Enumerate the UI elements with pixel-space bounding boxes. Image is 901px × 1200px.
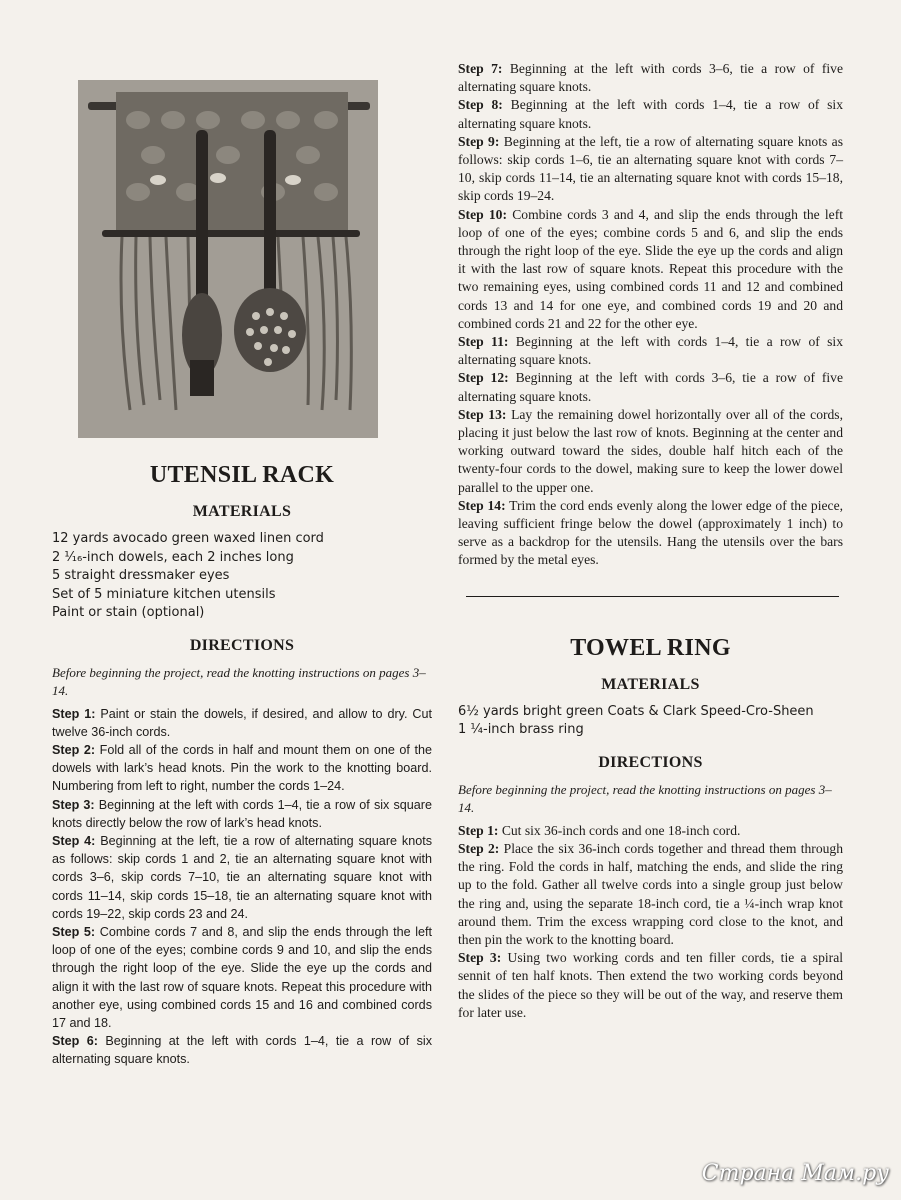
step-paragraph <box>458 840 843 949</box>
step-text: Using two working cords and ten filler cords, tie a spiral sennit of ten half knots. Then extend the two working cords beyond the slides of the piece so they will be out of the way, and reserve them for later use. <box>458 950 844 1020</box>
material-item: Set of 5 miniature kitchen utensils <box>52 586 276 602</box>
step-paragraph <box>458 133 843 206</box>
step-text: Fold all of the cords in half and mount them on one of the dowels with lark’s head knots. Pin the work to the knotting board. Numbering from left to right, number the cords 1–24. <box>52 742 432 794</box>
material-item: 2 ¹⁄₁₆-inch dowels, each 2 inches long <box>52 549 294 565</box>
material-item: 12 yards avocado green waxed linen cord <box>52 531 324 546</box>
material-item: 6½ yards bright green Coats & Clark Speed-Cro-Sheen <box>458 703 814 719</box>
towel-ring-intro: Before beginning the project, read the knotting instructions on pages 3–14. <box>458 781 832 815</box>
step-label: Step 6: <box>52 1034 98 1049</box>
utensil-rack-materials-list <box>52 530 432 623</box>
step-text: Beginning at the left, tie a row of alternating square knots as follows: skip cords 1 and 2, tie an alternating square knot with cords 3–6, skip cords 7–10, tie an alternating square knot with cords 11–14, skip cords 15–18, tie an alternating square knot with cords 19–22, skip cords 23 and 24. <box>52 833 432 921</box>
step-text: Combine cords 3 and 4, and slip the ends through the left loop of one of the eyes; combine cords 5 and 6, and slip the ends through the right loop of the eye. Slide the eye up the cords and align it with the last row of square knots. Repeat this procedure with the two remaining eyes, using combined cords 11 and 12 and combined cords 13 and 14 for one eye, and combined cords 19 and 20 and combined cords 21 and 22 for the other eye. <box>458 206 844 331</box>
utensil-rack-intro: Before beginning the project, read the knotting instructions on pages 3–14. <box>52 664 426 698</box>
step-label: Step 1: <box>52 706 96 721</box>
utensil-rack-directions-heading: DIRECTIONS <box>189 636 295 654</box>
step-text: Beginning at the left with cords 3–6, tie a row of five alternating square knots. <box>458 61 843 95</box>
step-paragraph <box>458 96 843 132</box>
step-label: Step 10: <box>458 206 507 222</box>
material-item: Paint or stain (optional) <box>52 605 205 620</box>
site-watermark: Страна Мам.ру <box>701 1161 889 1186</box>
step-text: Cut six 36-inch cords and one 18-inch cord. <box>501 822 741 838</box>
step-label: Step 13: <box>458 406 507 422</box>
step-label: Step 1: <box>458 822 499 838</box>
step-text: Beginning at the left, tie a row of alternating square knots as follows: skip cords 1–6, tie an alternating square knot with cords 7–10, skip cords 11–14, tie an alternating square knot with cords 15–18, skip cords 19–24. <box>458 133 844 204</box>
left-column <box>52 80 432 1069</box>
step-paragraph <box>458 333 843 369</box>
towel-ring-title: TOWEL RING <box>570 634 731 661</box>
towel-ring-materials-heading: MATERIALS <box>601 675 700 693</box>
step-label: Step 12: <box>458 370 509 386</box>
step-label: Step 3: <box>52 797 95 812</box>
step-label: Step 14: <box>458 497 506 513</box>
step-text: Beginning at the left with cords 3–6, tie a row of five alternating square knots. <box>458 370 843 404</box>
step-paragraph <box>52 705 432 741</box>
section-divider <box>466 596 839 597</box>
step-paragraph <box>52 923 432 1032</box>
step-label: Step 9: <box>458 133 500 149</box>
step-text: Combine cords 7 and 8, and slip the ends through the left loop of one of the eyes; combine cords 9 and 10, and slip the ends through the right loop of the eye. Slide the eye up the cords and align it with the last row of square knots. Repeat this procedure with another eye, using combined cords 15 and 16 and combined cords 17 and 18. <box>52 924 432 1030</box>
step-paragraph <box>458 206 843 333</box>
step-text: Lay the remaining dowel horizontally over all of the cords, placing it just below the last row of knots. Beginning at the center and working outward toward the sides, double half hitch each of the twenty-four cords to the dowel, making sure to keep the lower dowel parallel to the upper one. <box>458 406 843 495</box>
step-text: Paint or stain the dowels, if desired, and allow to dry. Cut twelve 36-inch cords. <box>52 706 433 739</box>
utensil-rack-title: UTENSIL RACK <box>149 462 335 488</box>
step-paragraph <box>458 822 843 840</box>
right-column <box>458 60 843 1022</box>
step-paragraph <box>52 832 432 923</box>
step-label: Step 2: <box>52 742 96 757</box>
utensil-rack-materials-heading: MATERIALS <box>192 503 292 520</box>
step-text: Beginning at the left with cords 1–4, tie a row of six alternating square knots. <box>458 334 843 368</box>
step-paragraph <box>52 741 432 796</box>
material-item: 5 straight dressmaker eyes <box>52 568 230 583</box>
step-label: Step 11: <box>458 334 509 350</box>
step-label: Step 5: <box>52 924 96 939</box>
towel-ring-materials-list <box>458 703 843 740</box>
step-text: Place the six 36-inch cords together and thread them through the ring. Fold the cords in half, matching the ends, and slide the ring up to the fold. Gather all twelve cords into a single group just below the ring and, using the separate 18-inch cord, tie a ¼-inch wrap knot around them. Trim the excess wrapping cord close to the knot, and then pin the work to the knotting board. <box>458 840 844 947</box>
step-label: Step 7: <box>458 61 503 76</box>
step-text: Beginning at the left with cords 1–4, tie a row of six square knots directly below the row of lark’s head knots. <box>52 797 432 830</box>
step-text: Beginning at the left with cords 1–4, tie a row of six alternating square knots. <box>458 97 843 131</box>
step-label: Step 2: <box>458 840 500 856</box>
step-label: Step 8: <box>458 97 503 113</box>
step-paragraph <box>458 369 843 405</box>
towel-ring-directions-heading: DIRECTIONS <box>598 753 703 771</box>
utensil-rack-photo <box>78 80 378 438</box>
material-item: 1 ¼-inch brass ring <box>458 722 584 738</box>
step-label: Step 3: <box>458 950 502 966</box>
step-paragraph <box>458 949 843 1022</box>
step-paragraph <box>458 60 843 96</box>
macrame-photo-illustration <box>78 80 378 438</box>
step-paragraph <box>52 1032 432 1068</box>
step-label: Step 4: <box>52 833 96 848</box>
step-paragraph <box>458 406 843 497</box>
step-text: Beginning at the left with cords 1–4, tie a row of six alternating square knots. <box>52 1034 432 1067</box>
step-paragraph <box>458 497 843 570</box>
step-text: Trim the cord ends evenly along the lower edge of the piece, leaving sufficient fringe below the dowel (approximately 1 inch) to serve as a backdrop for the utensils. Hang the utensils over the bars formed by the metal eyes. <box>458 497 843 568</box>
step-paragraph <box>52 796 432 832</box>
